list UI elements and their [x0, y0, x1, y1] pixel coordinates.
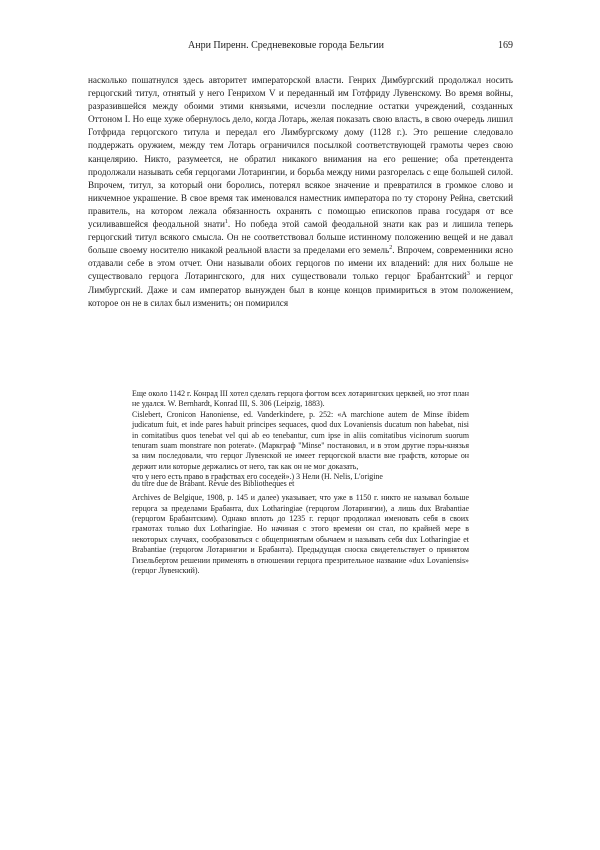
footnote-2-end: что у него есть право в графствах его соседей».) 3 Нели (H. Nelis, L'origine — [132, 472, 383, 482]
body-text-1: насколько пошатнулся здесь авторитет императорской власти. Генрих Димбургский продолжал носить герцогский титул, отнятый у него Генрихом V и переданный им Готфриду Лувенскому. Во время войны, разразившейся между обоими этими князьями, исчезли последние остатки учреждений, созданных Оттоном I. Но еще хуже обернулось дело, когда Лотарь, желая показать свою власть, в свою очередь лишил Готфрида герцогского титула и передал его Лимбургскому дому (1128 г.). Это решение следовало поддержать оружием, между тем Лотарь ограничился посылкой соответствующей грамоты через свою канцелярию. Никто, разумеется, не обратил никакого внимания на его решение; оба претендента продолжали называть себя герцогами Лотарингии, и борьба между ними разгорелась с еще большей силой. Впрочем, титул, за который они боролись, потерял всякое значение и превратился в громкое слово и никчемное украшение. В свое время так именовался наместник императора по ту сторону Рейна, светский правитель, на котором лежала обязанность охранять с помощью епископов права государя от все усиливавшейся феодальной знати — [88, 75, 513, 230]
footnote-2: Cislebert, Cronicon Hanoniense, ed. Vanderkindere, p. 252: «A marchione autem de Minse ibidem judicatum fuit, et inde pares habuit principes sequaces, quod dux Lovaniensis ducatum non habebat, nisi in comitatibus quos tenebat vel qui ab eo tenebantur, cum ipse in aliis comitatibus vicinorum suorum tenuram suam monstrare non poterat». (Маркграф "Minse" постановил, и в этом другие пэры-князья за ним последовали, что герцог Лувенской не имеет герцогской власти вне графств, которые он держит или которые держались от него, так как он не мог доказать, — [132, 409, 469, 471]
main-paragraph — [88, 74, 513, 310]
footnote-1: Еще около 1142 г. Конрад III хотел сделать герцога фогтом всех лотарингских церквей, но этот план не удался. W. Bernhardt, Konrad III, S. 306 (Leipzig, 1883). — [132, 389, 469, 409]
page-number: 169 — [498, 40, 513, 51]
footnote-ref-2: 2 — [389, 245, 393, 252]
body-text-4: и герцог Лимбургский. Даже и сам император вынужден был в конце концов примириться в этом положением, которое он не в силах был изменить; он помирился — [88, 271, 513, 308]
footnote-ref-3: 3 — [466, 271, 470, 278]
footnotes — [132, 389, 469, 577]
footnote-overlap — [132, 472, 469, 493]
running-title: Анри Пиренн. Средневековые города Бельгии — [188, 40, 384, 51]
footnote-3: Archives de Belgique, 1908, p. 145 и далее) указывает, что уже в 1150 г. никто не называл больше герцога за пределами Брабанта, dux Lotharingiae (герцогом Лотарингии), а лишь dux Brabantiae (герцогом Брабантским). Однако вплоть до 1235 г. герцог продолжал именовать себя в своих грамотах только dux Lotharingiae. Но начиная с этого времени он стал, по крайней мере в некоторых случаях, сообразоваться с общепринятым обычаем и называть себя dux Lotharingiae et Brabantiae (герцогом Лотарингии и Брабанта). Предыдущая сноска свидетельствует о принятом Гизельбертом решении применять в отношении герцога презрительное название «dux Lovaniensis» (герцог Лувенский). — [132, 493, 469, 576]
body-text-3: . Впрочем, современники ясно отдавали себе в этом отчет. Они называли обоих герцогов по имени их владений: для них больше не существовало герцога Лотарингского, для них существовали только герцог Брабантский — [88, 245, 514, 282]
body-text-2: . Но победа этой самой феодальной знати как раз и лишила теперь герцогский титул всякого смысла. Он не соответствовал больше истинному положению вещей и не давал больше своему носителю никакой реальной власти за пределами его земель — [88, 219, 513, 256]
footnote-ref-1: 1 — [224, 219, 228, 226]
footnote-3-start: du titre due de Brabant. Revue des Bibliotheques et — [132, 479, 295, 489]
